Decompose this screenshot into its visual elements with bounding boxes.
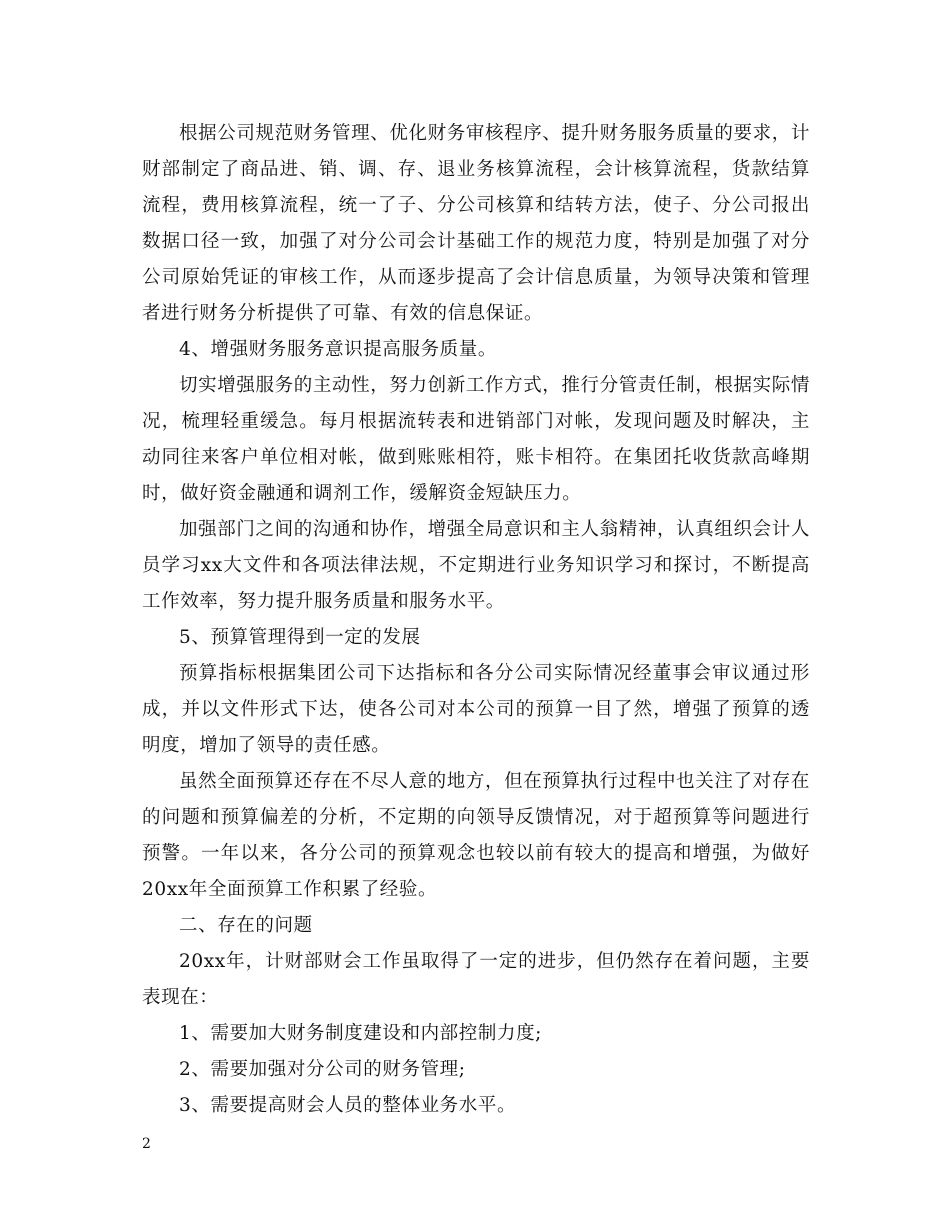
paragraph-standardize-finance: 根据公司规范财务管理、优化财务审核程序、提升财务服务质量的要求，计财部制定了商品进、销、调、存、退业务核算流程，会计核算流程，货款结算流程，费用核算流程，统一了子、分公司核算和结转方法，使子、分公司报出数据口径一致，加强了对分公司会计基础工作的规范力度，特别是加强了对分公司原始凭证的审核工作，从而逐步提高了会计信息质量，为领导决策和管理者进行财务分析提供了可靠、有效的信息保证。 [142, 123, 810, 324]
paragraph-budget-indicators: 预算指标根据集团公司下达指标和各分公司实际情况经董事会审议通过形成，并以文件形式下达，使各公司对本公司的预算一目了然，增强了预算的透明度，增加了领导的责任感。 [142, 663, 810, 756]
list-item-problem-3: 3、需要提高财会人员的整体业务水平。 [179, 1095, 517, 1116]
heading-service-quality: 4、增强财务服务意识提高服务质量。 [179, 339, 497, 360]
list-item-problem-2: 2、需要加强对分公司的财务管理; [179, 1059, 466, 1080]
paragraph-service-initiative: 切实增强服务的主动性，努力创新工作方式，推行分管责任制，根据实际情况，梳理轻重缓急。每月根据流转表和进销部门对帐，发现问题及时解决，主动同往来客户单位相对帐，做到账账相符，账卡相符。在集团托收货款高峰期时，做好资金融通和调剂工作，缓解资金短缺压力。 [142, 375, 810, 504]
paragraph-budget-execution: 虽然全面预算还存在不尽人意的地方，但在预算执行过程中也关注了对存在的问题和预算偏差的分析，不定期的向领导反馈情况，对于超预算等问题进行预警。一年以来，各分公司的预算观念也较以前有较大的提高和增强，为做好20xx年全面预算工作积累了经验。 [142, 771, 810, 900]
paragraph-department-cooperation: 加强部门之间的沟通和协作，增强全局意识和主人翁精神，认真组织会计人员学习xx大文件和各项法律法规，不定期进行业务知识学习和探讨，不断提高工作效率，努力提升服务质量和服务水平。 [142, 519, 810, 612]
paragraph-problems-intro: 20xx年，计财部财会工作虽取得了一定的进步，但仍然存在着问题，主要表现在： [142, 951, 810, 1008]
list-item-problem-1: 1、需要加大财务制度建设和内部控制力度; [179, 1023, 543, 1044]
page-number: 2 [142, 1136, 151, 1152]
document-body [142, 116, 810, 1124]
heading-existing-problems: 二、存在的问题 [179, 915, 313, 936]
heading-budget-management: 5、预算管理得到一定的发展 [179, 627, 421, 648]
